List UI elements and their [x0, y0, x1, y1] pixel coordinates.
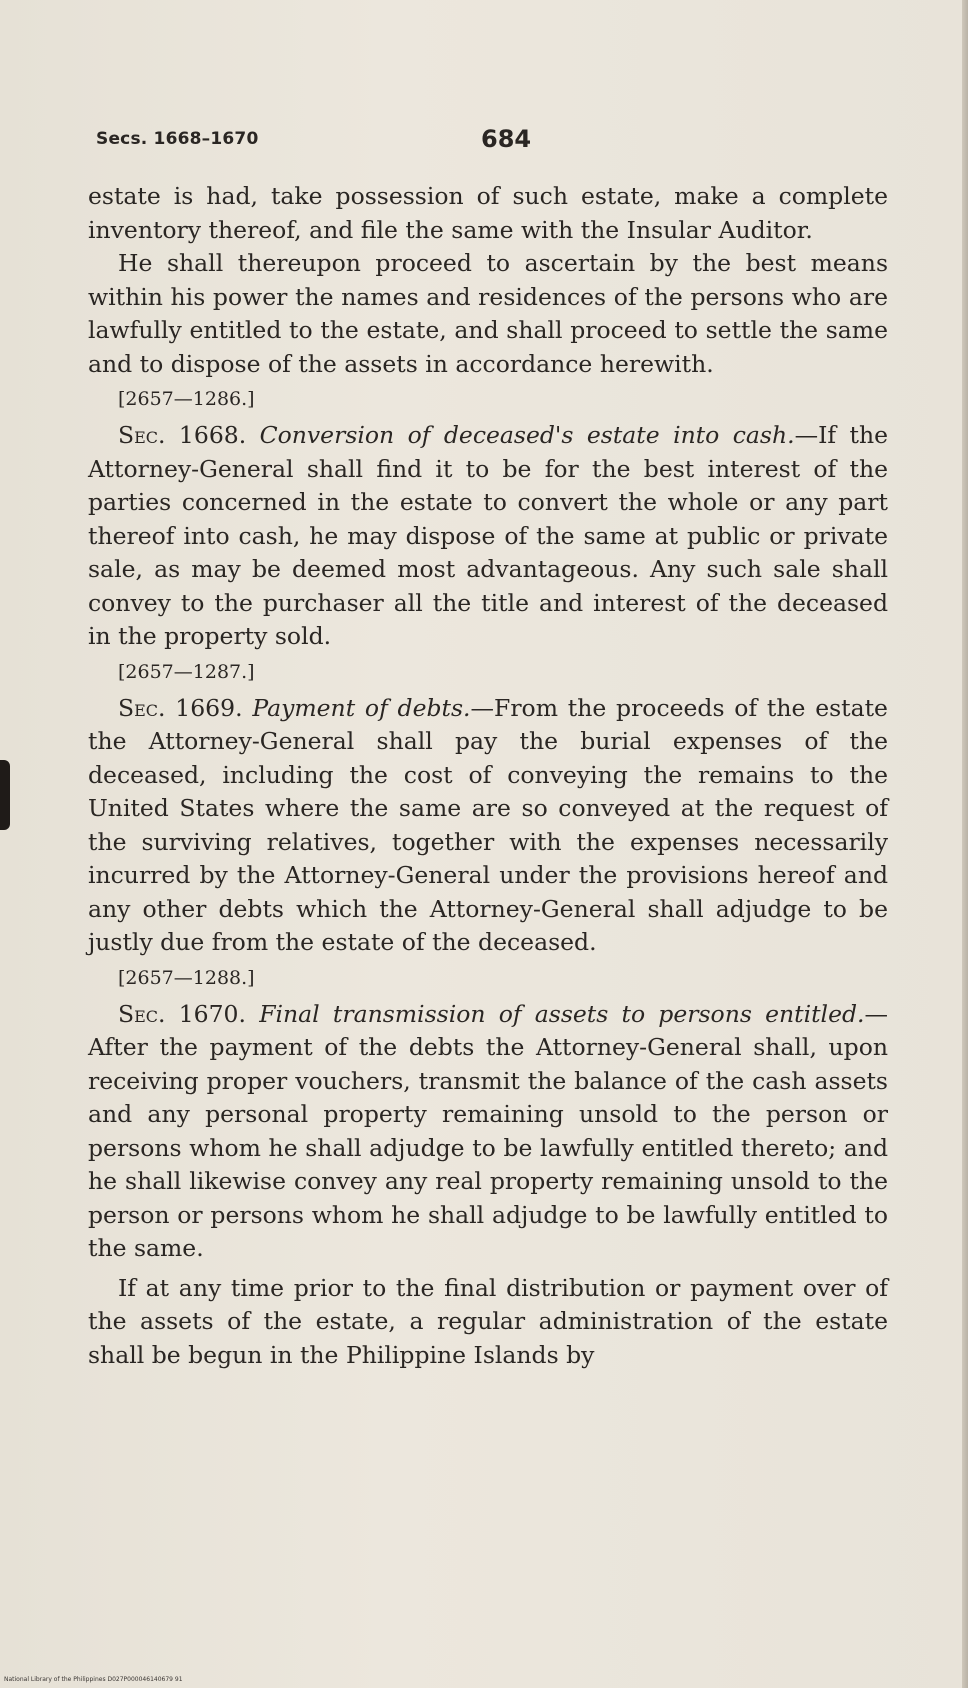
section-text: —If the Attorney-General shall find it to be for the best interest of the parties concerned in the estate to convert the whole or any part thereof into cash, he may dispose of the same at public or private sale, as may be deemed most advantageous. Any such sale shall convey to the purchaser all the title and interest of the deceased in the property sold. [88, 421, 888, 650]
section-ref-1668: [2657—1286.] [118, 388, 255, 410]
section-1670 [88, 998, 888, 1266]
section-range: Secs. 1668–1670 [96, 129, 259, 149]
section-1669 [88, 692, 888, 960]
section-text: —After the payment of the debts the Attorney-General shall, upon receiving proper vouchers, transmit the balance of the cash assets and any personal property remaining unsold to the person or persons whom he shall adjudge to be lawfully entitled thereto; and he shall likewise convey any real property remaining unsold to the person or persons whom he shall adjudge to be lawfully entitled to the same. [88, 999, 888, 1262]
paragraph-intro: estate is had, take possession of such estate, make a complete inventory thereof, and file the same with the Insular Auditor. [88, 182, 888, 244]
page-number: 684 [481, 125, 532, 153]
section-text: —From the proceeds of the estate the Attorney-General shall pay the burial expenses of the deceased, including the cost of conveying the remains to the United States where the same are so conveyed at the request of the surviving relatives, together with the expenses necessarily incurred by the Attorney-General under the provisions hereof and any other debts which the Attorney-General shall adjudge to be justly due from the estate of the deceased. [88, 693, 888, 956]
library-watermark: National Library of the Philippines D027P000046140679 91 [4, 1676, 183, 1683]
section-title: Final transmission of assets to persons entitled. [259, 999, 865, 1028]
binding-mark [0, 760, 10, 830]
section-label: Sec. 1670. [118, 999, 246, 1028]
paragraph-final: If at any time prior to the final distribution or payment over of the assets of the estate, a regular administration of the estate shall be begun in the Philippine Islands by [88, 1273, 888, 1369]
page-edge-shadow [962, 0, 968, 1688]
section-label: Sec. 1668. [118, 421, 247, 449]
section-ref-1670: [2657—1288.] [118, 966, 255, 989]
section-title: Payment of debts. [252, 693, 471, 722]
paragraph-ascertain: He shall thereupon proceed to ascertain by the best means within his power the names and residences of the persons who are lawfully entitled to the estate, and shall proceed to settle the same and to dispose of the assets in accordance herewith. [88, 249, 888, 378]
page-header [96, 125, 886, 161]
section-title: Conversion of deceased's estate into cash. [259, 421, 795, 449]
section-label: Sec. 1669. [118, 693, 243, 722]
section-ref-1669: [2657—1287.] [118, 660, 255, 683]
page-body [88, 180, 888, 1372]
section-1668 [88, 419, 888, 654]
